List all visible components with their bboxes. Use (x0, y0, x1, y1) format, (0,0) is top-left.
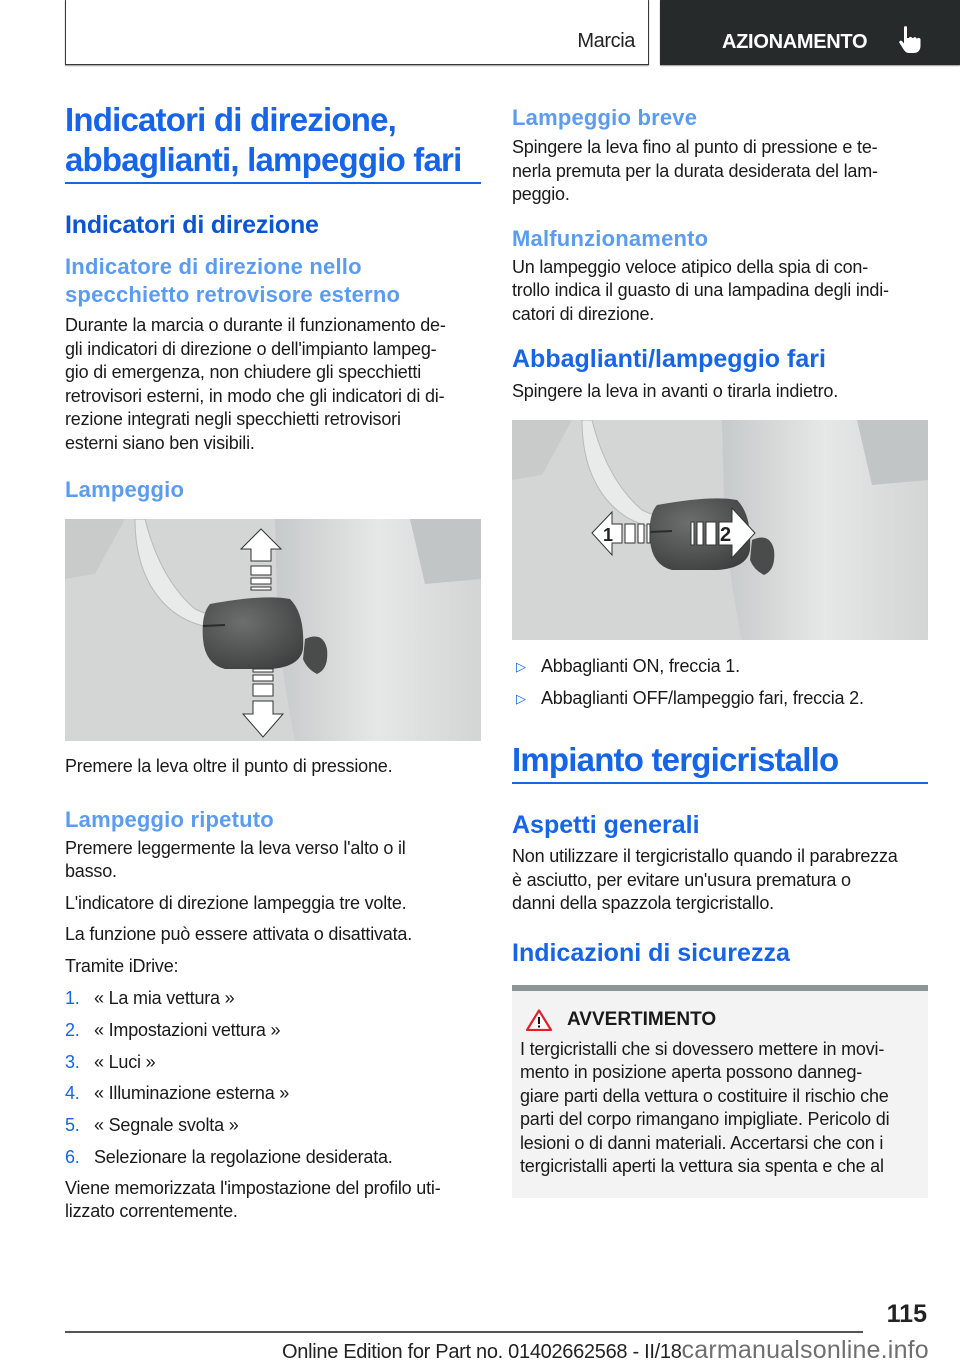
text-line: peggio. (512, 184, 570, 204)
heading-abbaglianti: Abbaglianti/lampeggio fari (512, 345, 826, 373)
paragraph-aspetti (512, 845, 928, 916)
heading-indicazioni-sicurezza: Indicazioni di sicurezza (512, 938, 790, 967)
text-line: Viene memorizzata l'impostazione del profilo uti- (65, 1177, 441, 1198)
step-number: 2. (65, 1019, 80, 1040)
text-line: I tergicristalli che si dovessero mettere in movi- (520, 1038, 885, 1059)
step-text: « La mia vettura » (94, 988, 235, 1008)
page-title-line-2: abbaglianti, lampeggio fari (65, 141, 462, 178)
paragraph-closing (65, 1177, 481, 1224)
right-column (512, 100, 928, 1198)
text-line: parti del corpo rimangano impigliate. Pericolo di (520, 1109, 890, 1129)
text-line: tergicristalli aperti la vettura sia spenta e che al (520, 1156, 884, 1176)
text-line: nerla premuta per la durata desiderata del lam- (512, 160, 878, 181)
heading-malfunzionamento: Malfunzionamento (512, 225, 709, 251)
text-line: Durante la marcia o durante il funzionamento de- (65, 315, 446, 335)
header-chapter-label: AZIONAMENTO (722, 31, 868, 53)
paragraph-abbaglianti: Spingere la leva in avanti o tirarla indietro. (512, 381, 838, 401)
paragraph-ripetuto-3: La funzione può essere attivata o disattivata. (65, 924, 413, 944)
text-line: Un lampeggio veloce atipico della spia di con- (512, 256, 869, 277)
text-line: gli indicatori di direzione o dell'impianto lampeg- (65, 338, 437, 359)
text-line: gio di emergenza, non chiudere gli specchietti (65, 362, 422, 382)
heading-lampeggio: Lampeggio (65, 477, 185, 502)
text-line: mento in posizione aperta possono danneg- (520, 1062, 863, 1082)
list-item (512, 687, 928, 711)
heading-lampeggio-breve: Lampeggio breve (512, 105, 698, 130)
step-number: 4. (65, 1083, 80, 1104)
text-line: basso. (65, 861, 117, 881)
paragraph-specchietto (65, 314, 481, 455)
figure-lever-up-down (65, 519, 481, 741)
text-line: lizzato correntemente. (65, 1201, 238, 1222)
text-line: Premere leggermente la leva verso l'alto o il (65, 837, 406, 858)
title-rule (65, 182, 481, 184)
text-line: lesioni o di danni materiali. Accertarsi che con i (520, 1132, 884, 1153)
step-number: 6. (65, 1146, 80, 1167)
footer-watermark[interactable]: carmanualsonline.info (681, 1336, 929, 1362)
list-item (65, 1114, 481, 1138)
list-item (65, 1051, 481, 1075)
text-line: danni della spazzola tergicristallo. (512, 893, 774, 913)
warning-title-label: AVVERTIMENTO (567, 1008, 717, 1030)
list-item (65, 1082, 481, 1106)
paragraph-malfunzionamento (512, 256, 928, 327)
text-line: Spingere la leva fino al punto di pressione e te- (512, 137, 878, 157)
warning-title (520, 1008, 920, 1032)
warning-box (512, 985, 928, 1198)
paragraph-ripetuto-4: Tramite iDrive: (65, 955, 179, 976)
step-number: 5. (65, 1115, 80, 1136)
warning-text (520, 1038, 920, 1179)
list-item (65, 1019, 481, 1043)
heading-specchietto-line-1: Indicatore di direzione nello (65, 254, 362, 279)
heading-impianto-tergicristallo: Impianto tergicristallo (512, 741, 839, 778)
page-number: 115 (886, 1300, 927, 1328)
figure-label-1: 1 (603, 524, 614, 545)
footer-edition-text: Online Edition for Part no. 01402662568 - II/18 (282, 1341, 682, 1362)
header-section-label: Marcia (577, 30, 635, 52)
left-column (65, 100, 481, 1224)
figure-lever-forward-back (512, 420, 928, 640)
text-line: rezione integrati negli specchietti retrovisori (65, 409, 401, 429)
bullet-triangle-icon: ▷ (516, 658, 526, 674)
heading-specchietto (65, 253, 481, 309)
paragraph-ripetuto (65, 837, 481, 884)
bullet-text: Abbaglianti ON, freccia 1. (541, 655, 740, 676)
idrive-steps-list (65, 987, 481, 1169)
heading-indicatori: Indicatori di direzione (65, 211, 319, 239)
warning-triangle-icon (526, 1009, 552, 1031)
step-number: 3. (65, 1051, 80, 1072)
list-item (512, 655, 928, 679)
step-text: Selezionare la regolazione desiderata. (94, 1146, 393, 1167)
page-title (65, 100, 481, 180)
figure-label-2: 2 (720, 523, 732, 546)
paragraph-ripetuto-2: L'indicatore di direzione lampeggia tre volte. (65, 892, 407, 913)
paragraph-breve (512, 136, 928, 207)
text-line: giare parti della vettura o costituire il rischio che (520, 1085, 889, 1106)
paragraph-lampeggio: Premere la leva oltre il punto di pressione. (65, 756, 393, 776)
heading-lampeggio-ripetuto: Lampeggio ripetuto (65, 806, 274, 832)
step-text: « Luci » (94, 1051, 156, 1072)
heading-aspetti-generali: Aspetti generali (512, 811, 700, 839)
bullet-text: Abbaglianti OFF/lampeggio fari, freccia 2. (541, 687, 864, 708)
text-line: trollo indica il guasto di una lampadina degli indi- (512, 280, 889, 300)
step-number: 1. (65, 988, 80, 1008)
heading-specchietto-line-2: specchietto retrovisore esterno (65, 282, 401, 307)
page-title-line-1: Indicatori di direzione, (65, 101, 397, 138)
lever-up-down-illustration (65, 519, 481, 741)
list-item (65, 1146, 481, 1170)
footer-edition (282, 1336, 929, 1362)
header-section-box (65, 0, 649, 65)
header-chapter-box (660, 0, 960, 65)
text-line: Non utilizzare il tergicristallo quando il parabrezza (512, 846, 898, 866)
abbaglianti-bullets (512, 655, 928, 711)
bullet-triangle-icon: ▷ (516, 690, 526, 706)
step-text: « Illuminazione esterna » (94, 1083, 290, 1104)
footer-rule (65, 1331, 863, 1333)
pointing-hand-icon (898, 26, 922, 54)
tergi-title-rule (512, 782, 928, 784)
text-line: è asciutto, per evitare un'usura prematura o (512, 869, 851, 890)
text-line: catori di direzione. (512, 303, 655, 324)
text-line: esterni siano ben visibili. (65, 432, 255, 453)
lever-forward-back-illustration (512, 420, 928, 640)
step-text: « Segnale svolta » (94, 1115, 239, 1136)
list-item (65, 987, 481, 1011)
text-line: retrovisori esterni, in modo che gli indicatori di di- (65, 385, 445, 406)
step-text: « Impostazioni vettura » (94, 1019, 281, 1040)
